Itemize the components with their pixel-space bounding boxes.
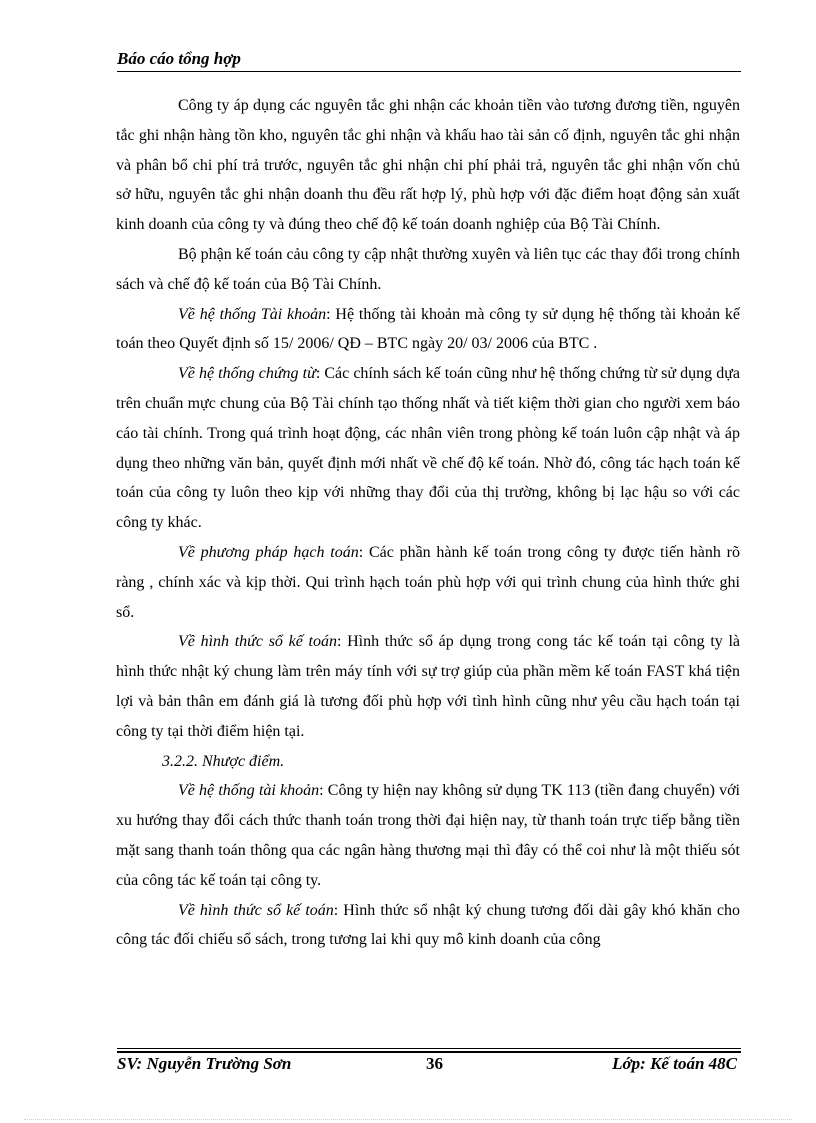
paragraph: Về hệ thống tài khoản: Công ty hiện nay không sử dụng TK 113 (tiền đang chuyển) với xu hướng thay đổi cách thức thanh toán trong thời đại hiện nay, từ thanh toán trực tiếp bằng tiền mặt sang thanh toán thông qua các ngân hàng thương mại thì đây có thể coi như là một thiếu sót của công tác kế toán tại công ty. (116, 782, 740, 889)
footer-rule (117, 1048, 741, 1049)
paragraph-lead: Về hình thức sổ kế toán (178, 633, 337, 651)
page-number: 36 (426, 1054, 443, 1073)
paragraph-lead: Về hệ thống chứng từ (178, 365, 316, 383)
header-title: Báo cáo tổng hợp (117, 49, 241, 68)
footer-student: SV: Nguyễn Trường Sơn (117, 1054, 292, 1073)
footer-rule (117, 1051, 741, 1053)
paragraph-lead: Về hệ thống tài khoản (178, 782, 320, 800)
paragraph: Về hệ thống Tài khoản: Hệ thống tài khoản mà công ty sử dụng hệ thống tài khoản kế toán theo Quyết định số 15/ 2006/ QĐ – BTC ngày 20/ 03/ 2006 của BTC . (116, 305, 741, 353)
section-subheading: 3.2.2. Nhược điểm. (162, 752, 285, 770)
page-footer (117, 1048, 741, 1078)
footer-class: Lớp: Kế toán 48C (612, 1054, 737, 1073)
document-body (116, 91, 740, 955)
paragraph-lead: Về hệ thống Tài khoản (178, 305, 327, 323)
paragraph: Về phương pháp hạch toán: Các phần hành kế toán trong công ty được tiến hành rõ ràng , chính xác và kịp thời. Qui trình hạch toán phù hợp với qui trình chung của hình thức ghi sổ. (116, 543, 740, 621)
paragraph: Về hình thức sổ kế toán: Hình thức sổ áp dụng trong cong tác kế toán tại công ty là hình thức nhật ký chung làm trên máy tính với sự trợ giúp của phần mềm kế toán FAST khá tiện lợi và bản thân em đánh giá là tương đối phù hợp với tình hình cũng như yêu cầu hạch toán tại công ty tại thời điểm hiện tại. (116, 633, 741, 740)
paragraph: Công ty áp dụng các nguyên tắc ghi nhận các khoản tiền vào tương đương tiền, nguyên tắc ghi nhận hàng tồn kho, nguyên tắc ghi nhận và khấu hao tài sản cố định, nguyên tắc ghi nhận và phân bổ chi phí trả trước, nguyên tắc ghi nhận chi phí phải trả, nguyên tắc ghi nhận vốn chủ sở hữu, nguyên tắc ghi nhận doanh thu đều rất hợp lý, phù hợp với đặc điểm hoạt động sản xuất kinh doanh của công ty và đúng theo chế độ kế toán doanh nghiệp của Bộ Tài Chính. (116, 97, 740, 234)
paragraph-lead: Về phương pháp hạch toán (178, 543, 359, 561)
paragraph: Bộ phận kế toán cảu công ty cập nhật thường xuyên và liên tục các thay đổi trong chính sách và chế độ kế toán của Bộ Tài Chính. (116, 245, 740, 293)
page-edge (24, 1119, 792, 1120)
header-rule (117, 71, 741, 72)
paragraph-lead: Về hình thức sổ kế toán (178, 901, 334, 919)
paragraph: Về hình thức sổ kế toán: Hình thức sổ nhật ký chung tương đối dài gây khó khăn cho công tác đối chiếu sổ sách, trong tương lai khi quy mô kinh doanh của công (116, 901, 740, 949)
page-header (117, 48, 741, 72)
paragraph: Về hệ thống chứng từ: Các chính sách kế toán cũng như hệ thống chứng từ sử dụng dựa trên chuẩn mực chung của Bộ Tài chính tạo thống nhất và tiết kiệm thời gian cho người xem báo cáo tài chính. Trong quá trình hoạt động, các nhân viên trong phòng kế toán luôn cập nhật và áp dụng theo những văn bản, quyết định mới nhất về chế độ kế toán. Nhờ đó, công tác hạch toán kế toán của công ty luôn theo kịp với những thay đổi của thị trường, không bị lạc hậu so với các công ty khác. (116, 365, 741, 532)
